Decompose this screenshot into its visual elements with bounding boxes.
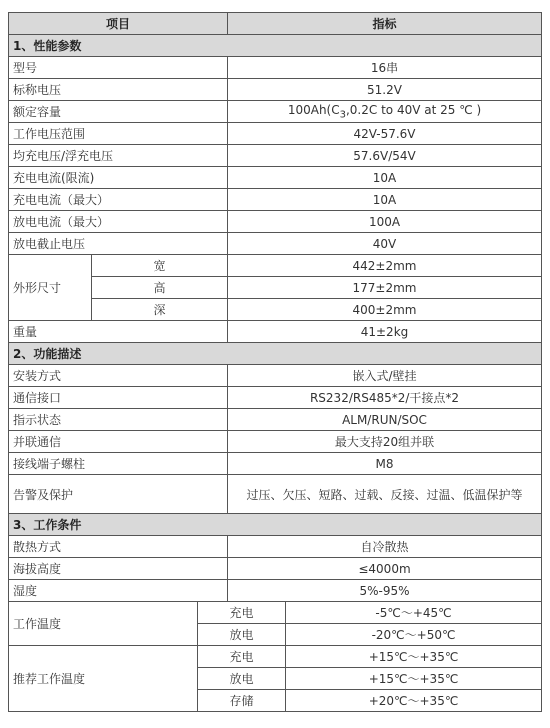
table-row bbox=[9, 453, 542, 475]
spec-table bbox=[8, 12, 542, 712]
row-value: 51.2V bbox=[228, 79, 542, 101]
row-sublabel: 充电 bbox=[198, 646, 286, 668]
table-row bbox=[9, 255, 542, 277]
row-value: 41±2kg bbox=[228, 321, 542, 343]
row-label: 并联通信 bbox=[9, 431, 228, 453]
table-row bbox=[9, 167, 542, 189]
row-value: 400±2mm bbox=[228, 299, 542, 321]
table-row bbox=[9, 602, 542, 624]
section-performance: 1、性能参数 bbox=[9, 35, 542, 57]
row-label: 型号 bbox=[9, 57, 228, 79]
row-value: ALM/RUN/SOC bbox=[228, 409, 542, 431]
row-label: 湿度 bbox=[9, 580, 228, 602]
table-row bbox=[9, 409, 542, 431]
table-row bbox=[9, 646, 542, 668]
table-header-row bbox=[9, 13, 542, 35]
row-label: 充电电流（最大） bbox=[9, 189, 228, 211]
table-row bbox=[9, 233, 542, 255]
table-row bbox=[9, 580, 542, 602]
row-value: RS232/RS485*2/干接点*2 bbox=[228, 387, 542, 409]
row-value: M8 bbox=[228, 453, 542, 475]
row-label: 放电电流（最大） bbox=[9, 211, 228, 233]
row-label: 标称电压 bbox=[9, 79, 228, 101]
row-label: 推荐工作温度 bbox=[9, 646, 198, 712]
row-label: 充电电流(限流) bbox=[9, 167, 228, 189]
capacity-value-post: ,0.2C to 40V at 25 ℃ ) bbox=[345, 102, 482, 117]
table-row bbox=[9, 79, 542, 101]
row-sublabel: 充电 bbox=[198, 602, 286, 624]
table-row bbox=[9, 123, 542, 145]
table-row bbox=[9, 387, 542, 409]
row-value: 过压、欠压、短路、过载、反接、过温、低温保护等 bbox=[228, 475, 542, 514]
header-item: 项目 bbox=[9, 13, 228, 35]
row-label: 工作电压范围 bbox=[9, 123, 228, 145]
row-sublabel: 放电 bbox=[198, 668, 286, 690]
row-label: 告警及保护 bbox=[9, 475, 228, 514]
row-value: 嵌入式/壁挂 bbox=[228, 365, 542, 387]
row-sublabel: 放电 bbox=[198, 624, 286, 646]
capacity-value-sub: 3 bbox=[339, 109, 346, 121]
row-value: 5%-95% bbox=[228, 580, 542, 602]
row-value: 最大支持20组并联 bbox=[228, 431, 542, 453]
table-row bbox=[9, 145, 542, 167]
row-sublabel: 深 bbox=[92, 299, 228, 321]
row-value: 442±2mm bbox=[228, 255, 542, 277]
row-label: 散热方式 bbox=[9, 536, 228, 558]
table-row bbox=[9, 536, 542, 558]
section-row bbox=[9, 343, 542, 365]
section-row bbox=[9, 35, 542, 57]
row-label: 指示状态 bbox=[9, 409, 228, 431]
row-value bbox=[228, 101, 542, 123]
row-value: 40V bbox=[228, 233, 542, 255]
table-row bbox=[9, 365, 542, 387]
row-sublabel: 存储 bbox=[198, 690, 286, 712]
table-row bbox=[9, 189, 542, 211]
row-value: 177±2mm bbox=[228, 277, 542, 299]
row-value: ≤4000m bbox=[228, 558, 542, 580]
row-value: 100A bbox=[228, 211, 542, 233]
row-label: 均充电压/浮充电压 bbox=[9, 145, 228, 167]
row-value: 42V-57.6V bbox=[228, 123, 542, 145]
row-label: 重量 bbox=[9, 321, 228, 343]
row-label: 外形尺寸 bbox=[9, 255, 92, 321]
row-value: 10A bbox=[228, 167, 542, 189]
row-value: +15℃～+35℃ bbox=[286, 668, 542, 690]
section-working: 3、工作条件 bbox=[9, 514, 542, 536]
row-value: 57.6V/54V bbox=[228, 145, 542, 167]
table-row bbox=[9, 431, 542, 453]
row-value: 10A bbox=[228, 189, 542, 211]
row-label: 放电截止电压 bbox=[9, 233, 228, 255]
section-row bbox=[9, 514, 542, 536]
row-value: -20℃～+50℃ bbox=[286, 624, 542, 646]
table-row bbox=[9, 475, 542, 514]
section-function: 2、功能描述 bbox=[9, 343, 542, 365]
table-row bbox=[9, 211, 542, 233]
row-label: 工作温度 bbox=[9, 602, 198, 646]
row-label: 接线端子螺柱 bbox=[9, 453, 228, 475]
row-label: 通信接口 bbox=[9, 387, 228, 409]
table-row bbox=[9, 321, 542, 343]
capacity-value-pre: 100Ah(C bbox=[287, 102, 340, 117]
table-row bbox=[9, 57, 542, 79]
row-sublabel: 高 bbox=[92, 277, 228, 299]
row-value: +15℃～+35℃ bbox=[286, 646, 542, 668]
table-row bbox=[9, 558, 542, 580]
row-value: 自冷散热 bbox=[228, 536, 542, 558]
row-label: 安装方式 bbox=[9, 365, 228, 387]
table-row bbox=[9, 101, 542, 123]
row-label: 额定容量 bbox=[9, 101, 228, 123]
row-label: 海拔高度 bbox=[9, 558, 228, 580]
row-sublabel: 宽 bbox=[92, 255, 228, 277]
row-value: 16串 bbox=[228, 57, 542, 79]
row-value: +20℃～+35℃ bbox=[286, 690, 542, 712]
row-value: -5℃～+45℃ bbox=[286, 602, 542, 624]
header-spec: 指标 bbox=[228, 13, 542, 35]
